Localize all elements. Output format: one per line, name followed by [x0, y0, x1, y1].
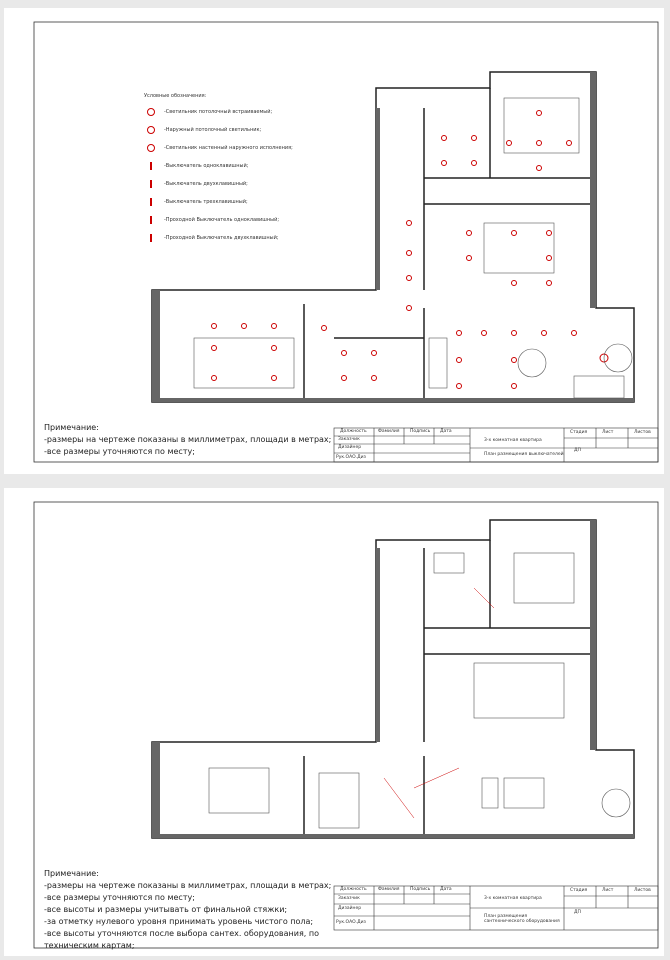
legend-item: -Выключатель двухклавишный;: [144, 175, 293, 193]
title-block: Должность Фамилия Подпись Дата Заказчик Дизайнер Рук.ОАО.Диз 3-х комнатная квартира План размещения сантехнического оборудования Стадия Лист Листов ДП: [336, 887, 651, 925]
legend-item: -Проходной Выключатель двухклавишный;: [144, 229, 293, 247]
ceiling-light-icon: [144, 107, 158, 117]
notes: Примечание: -размеры на чертеже показаны в миллиметрах, площади в метрах; -все размеры уточняются по месту;: [44, 423, 332, 456]
switch-icon: [144, 197, 158, 207]
legend-item: -Проходной Выключатель одноклавишный;: [144, 211, 293, 229]
floor-plan-switches: [4, 8, 664, 474]
drawing-sheet-switches: [4, 8, 664, 474]
switch-icon: [144, 161, 158, 171]
drawing-sheet-plumbing: [4, 488, 664, 956]
legend-item: -Выключатель трехклавишный;: [144, 193, 293, 211]
wall-light-icon: [144, 143, 158, 153]
pass-switch-icon: [144, 233, 158, 243]
legend-title: Условные обозначения:: [144, 93, 207, 99]
switch-icon: [144, 179, 158, 189]
legend-item: -Выключатель одноклавишный;: [144, 157, 293, 175]
title-block: Должность Фамилия Подпись Дата Заказчик Дизайнер Рук.ОАО.Диз 3-х комнатная квартира План размещения выключателей Стадия Лист Листов ДП: [336, 429, 651, 460]
legend: [144, 93, 293, 247]
legend-item: -Светильник потолочный встраиваемый;: [144, 103, 293, 121]
surface-light-icon: [144, 125, 158, 135]
notes: Примечание: -размеры на чертеже показаны в миллиметрах, площади в метрах; -все размеры уточняются по месту; -все высоты и размеры учитывать от финальной стяжки; -за отметку нулевого уровня принимать уровень чистого пола; -все высоты уточняются после выбора сантех. оборудования, по техническим картам;: [44, 869, 332, 950]
legend-item: -Светильник настенный наружного исполнения;: [144, 139, 293, 157]
pass-switch-icon: [144, 215, 158, 225]
legend-item: -Наружный потолочный светильник;: [144, 121, 293, 139]
